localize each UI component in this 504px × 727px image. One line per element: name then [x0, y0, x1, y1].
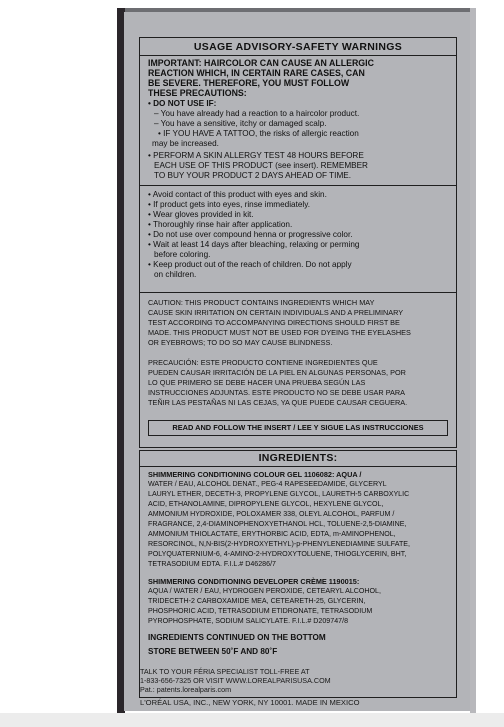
- caution-3: TEST ACCORDING TO ACCOMPANYING DIRECTIONS SHOULD FIRST BE: [148, 318, 400, 327]
- gel-line-9: POLYQUATERNIUM-6, 4-AMINO-2-HYDROXYTOLUENE, THIOGLYCERIN, BHT,: [148, 550, 407, 558]
- warnings-title: USAGE ADVISORY-SAFETY WARNINGS: [193, 41, 403, 53]
- caution-1: CAUTION: THIS PRODUCT CONTAINS INGREDIENTS WHICH MAY: [148, 298, 375, 307]
- important-line-3: BE SEVERE. THEREFORE, YOU MUST FOLLOW: [148, 78, 350, 88]
- bullet-1: • Avoid contact of this product with eyes and skin.: [148, 190, 327, 199]
- developer-line-4: PHOSPHORIC ACID, TETRASODIUM ETIDRONATE, TETRASODIUM: [148, 607, 373, 615]
- bullet-4: • Thoroughly rinse hair after application.: [148, 220, 293, 229]
- developer-line-2: AQUA / WATER / EAU, HYDROGEN PEROXIDE, CETEARYL ALCOHOL,: [148, 587, 381, 595]
- bullet-6-cont: before coloring.: [154, 250, 211, 259]
- precaucion-2: PUEDEN CAUSAR IRRITACIÓN DE LA PIEL EN ALGUNAS PERSONAS, POR: [148, 368, 406, 377]
- bullet-5: • Do not use over compound henna or progressive color.: [148, 230, 353, 239]
- condition-1: – You have already had a reaction to a haircolor product.: [154, 109, 360, 118]
- specialist-line: TALK TO YOUR FÉRIA SPECIALIST TOLL-FREE AT: [140, 667, 310, 676]
- ingredients-continued: INGREDIENTS CONTINUED ON THE BOTTOM: [148, 633, 326, 642]
- warnings-title-divider: [140, 55, 456, 56]
- gel-line-4: ACID, ETHANOLAMINE, DIPROPYLENE GLYCOL, HEXYLENE GLYCOL,: [148, 500, 384, 508]
- package-right-side: [470, 8, 476, 713]
- precaucion-5: TEÑIR LAS PESTAÑAS NI LAS CEJAS, YA QUE PUEDE CAUSAR CEGUERA.: [148, 398, 408, 407]
- precaucion-3: LO QUE PRIMERO SE DEBE HACER UNA PRUEBA SEGÚN LAS: [148, 378, 366, 387]
- contact-line: 1-833-656-7325 OR VISIT WWW.LOREALPARISUSA.COM: [140, 676, 331, 685]
- ingredients-box: [139, 450, 457, 698]
- skin-test-2: EACH USE OF THIS PRODUCT (see insert). REMEMBER: [154, 161, 368, 170]
- condition-2: – You have a sensitive, itchy or damaged scalp.: [154, 119, 327, 128]
- ingredients-header-bar: [140, 451, 456, 467]
- caution-5: OR EYEBROWS; TO DO SO MAY CAUSE BLINDNESS.: [148, 338, 333, 347]
- developer-line-3: TRIDECETH-2 CARBOXAMIDE MEA, CETEARETH-25, GLYCERIN,: [148, 597, 366, 605]
- gel-line-5: AMMONIUM HYDROXIDE, POLOXAMER 338, OLEYL ALCOHOL, PARFUM /: [148, 510, 395, 518]
- read-insert-notice: READ AND FOLLOW THE INSERT / LEE Y SIGUE LAS INSTRUCCIONES: [148, 420, 448, 436]
- company-address: L'ORÉAL USA, INC., NEW YORK, NY 10001. MADE IN MEXICO: [140, 698, 360, 707]
- important-line-2: REACTION WHICH, IN CERTAIN RARE CASES, CAN: [148, 68, 365, 78]
- gel-line-7: AMMONIUM THIOLACTATE, ERYTHORBIC ACID, EDTA, m-AMINOPHENOL,: [148, 530, 396, 538]
- storage-notice: STORE BETWEEN 50˚F AND 80˚F: [148, 647, 278, 656]
- developer-line-5: PYROPHOSPHATE, SODIUM SALICYLATE. F.I.L.# D209747/8: [148, 617, 349, 625]
- gel-line-6: FRAGRANCE, 2,4-DIAMINOPHENOXYETHANOL HCL, TOLUENE-2,5-DIAMINE,: [148, 520, 407, 528]
- skin-test-3: TO BUY YOUR PRODUCT 2 DAYS AHEAD OF TIME.: [154, 171, 351, 180]
- bullet-6: • Wait at least 14 days after bleaching, relaxing or perming: [148, 240, 360, 249]
- do-not-use-heading: • DO NOT USE IF:: [148, 99, 217, 108]
- bullet-7-cont: on children.: [154, 270, 197, 279]
- important-line-4: THESE PRECAUTIONS:: [148, 88, 247, 98]
- precaucion-4: INSTRUCCIONES ADJUNTAS. ESTE PRODUCTO NO SE DEBE USAR PARA: [148, 388, 406, 397]
- gel-line-3: LAURYL ETHER, DECETH-3, PROPYLENE GLYCOL, LAURETH-5 CARBOXYLIC: [148, 490, 410, 498]
- gel-line-2: WATER / EAU, ALCOHOL DENAT., PEG-4 RAPESEEDAMIDE, GLYCERYL: [148, 480, 387, 488]
- bullet-2: • If product gets into eyes, rinse immediately.: [148, 200, 310, 209]
- gel-line-10: TETRASODIUM EDTA. F.I.L.# D46286/7: [148, 560, 276, 568]
- bullet-3: • Wear gloves provided in kit.: [148, 210, 254, 219]
- caution-2: CAUSE SKIN IRRITATION ON CERTAIN INDIVIDUALS AND A PRELIMINARY: [148, 308, 404, 317]
- precaucion-1: PRECAUCIÓN: ESTE PRODUCTO CONTIENE INGREDIENTES QUE: [148, 358, 378, 367]
- gel-line-8: RESORCINOL, N,N-BIS(2-HYDROXYETHYL)-p-PHENYLENEDIAMINE SULFATE,: [148, 540, 410, 548]
- gel-line-1: SHIMMERING CONDITIONING COLOUR GEL 1106082: AQUA /: [148, 470, 362, 479]
- ingredients-title: INGREDIENTS:: [258, 452, 338, 464]
- condition-4: may be increased.: [152, 139, 219, 148]
- bullet-7: • Keep product out of the reach of children. Do not apply: [148, 260, 352, 269]
- warnings-divider-2: [140, 292, 456, 293]
- background-bottom: [0, 713, 504, 727]
- condition-3: • IF YOU HAVE A TATTOO, the risks of allergic reaction: [158, 129, 359, 138]
- warnings-divider-1: [140, 185, 456, 186]
- skin-test-1: • PERFORM A SKIN ALLERGY TEST 48 HOURS BEFORE: [148, 151, 364, 160]
- warnings-box: [139, 37, 457, 448]
- patents-line: Pat.: patents.lorealparis.com: [140, 685, 232, 694]
- developer-line-1: SHIMMERING CONDITIONING DEVELOPER CRÈME 1190015:: [148, 577, 360, 586]
- caution-4: MADE. THIS PRODUCT MUST NOT BE USED FOR DYEING THE EYELASHES: [148, 328, 411, 337]
- important-line-1: IMPORTANT: HAIRCOLOR CAN CAUSE AN ALLERGIC: [148, 58, 374, 68]
